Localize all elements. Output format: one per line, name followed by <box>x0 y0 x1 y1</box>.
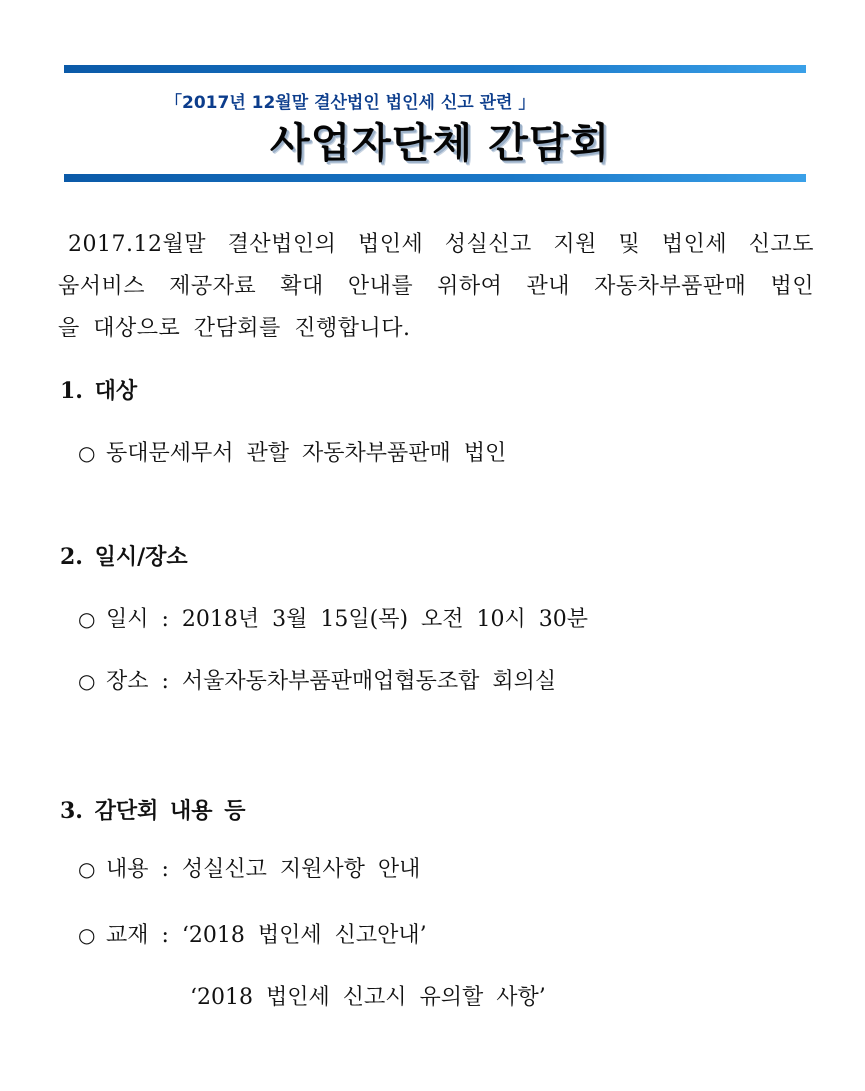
content-item-text: 내용 : 성실신고 지원사항 안내 <box>106 857 421 882</box>
circle-bullet-icon: ○ <box>78 669 96 693</box>
intro-line-3: 을 대상으로 간담회를 진행합니다. <box>58 316 411 341</box>
document-title: 사업자단체 간담회 <box>270 119 611 167</box>
intro-line-1: 2017.12월말 결산법인의 법인세 성실신고 지원 및 법인세 신고도 <box>68 232 814 257</box>
place-item-text: 장소 : 서울자동차부품판매업협동조합 회의실 <box>106 669 557 694</box>
textbook-item <box>78 918 427 949</box>
header-top-rule <box>64 65 806 73</box>
place-item <box>78 664 556 695</box>
intro-paragraph <box>58 224 814 350</box>
circle-bullet-icon: ○ <box>78 923 96 947</box>
circle-bullet-icon: ○ <box>78 441 96 465</box>
datetime-item <box>78 602 588 633</box>
textbook-item-continuation: ‘2018 법인세 신고시 유의할 사항’ <box>190 985 546 1010</box>
header-bottom-rule <box>64 174 806 182</box>
section-heading-datetime-place: 2. 일시/장소 <box>60 544 188 570</box>
datetime-item-text: 일시 : 2018년 3월 15일(목) 오전 10시 30분 <box>106 607 589 632</box>
document-subtitle: 「2017년 12월말 결산법인 법인세 신고 관련 」 <box>165 93 536 113</box>
intro-line-2: 움서비스 제공자료 확대 안내를 위하여 관내 자동차부품판매 법인 <box>58 274 814 299</box>
content-item <box>78 852 420 883</box>
circle-bullet-icon: ○ <box>78 857 96 881</box>
target-item-text: 동대문세무서 관할 자동차부품판매 법인 <box>106 441 507 466</box>
target-item <box>78 436 506 467</box>
textbook-item-text: 교재 : ‘2018 법인세 신고안내’ <box>106 923 427 948</box>
section-heading-target: 1. 대상 <box>60 378 138 404</box>
circle-bullet-icon: ○ <box>78 607 96 631</box>
section-heading-content: 3. 감단회 내용 등 <box>60 798 246 824</box>
